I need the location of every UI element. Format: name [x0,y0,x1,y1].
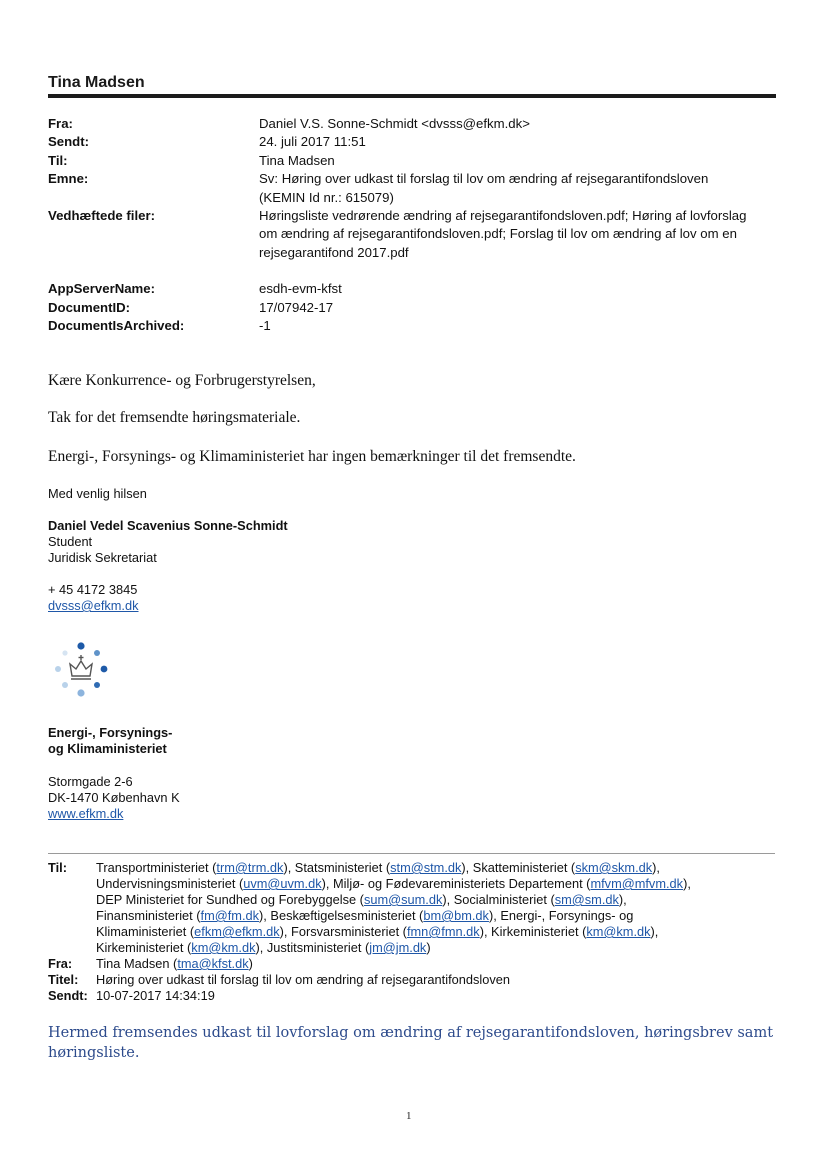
subject-label: Emne: [48,171,89,187]
forwarded-title-value: Høring over udkast til forslag til lov om ændring af rejsegarantifondsloven [96,972,510,987]
header-documentid-row [48,299,788,317]
archived-label: DocumentIsArchived: [48,318,185,334]
organization-line-1: Energi-, Forsynings- [48,725,173,740]
forwarded-from-email-link[interactable]: tma@kfst.dk [177,956,249,971]
signature-block [48,518,288,566]
appserver-value: esdh-evm-kfst [259,281,342,297]
forward-divider [48,853,775,854]
from-value: Daniel V.S. Sonne-Schmidt <dvsss@efkm.dk> [259,116,530,131]
attachments-line-3: rejsegarantifond 2017.pdf [259,244,409,260]
attachments-line-1: Høringsliste vedrørende ændring af rejsegarantifondsloven.pdf; Høring af lovforslag [259,208,747,224]
email-link[interactable]: fmn@fmn.dk [406,924,480,939]
header-appserver-row [48,280,788,298]
header-to-row [48,152,788,170]
documentid-value: 17/07942-17 [259,299,334,315]
body-paragraph-2: Energi-, Forsynings- og Klimaministeriet har ingen bemærkninger til det fremsendte. [48,448,576,465]
email-link[interactable]: sum@sum.dk [363,892,443,907]
forwarded-header [48,860,768,1004]
forwarded-body-line-1: Hermed fremsendes udkast til lovforslag om ændring af rejsegarantifondsloven, høringsbrev samt [48,1025,774,1041]
email-link[interactable]: bm@bm.dk [423,908,489,923]
address-city: DK-1470 København K [48,790,180,805]
forwarded-message-body [48,1023,778,1063]
address-block [48,774,180,822]
email-link[interactable]: km@km.dk [586,924,651,939]
forwarded-title-row [48,972,768,988]
header-subject-row [48,170,788,207]
signature-dept: Juridisk Sekretariat [48,550,157,565]
forwarded-from-label: Fra: [48,956,73,971]
website-link[interactable]: www.efkm.dk [48,806,124,821]
header-sent-row [48,133,788,151]
page-owner-name: Tina Madsen [48,74,145,91]
forwarded-sent-row [48,988,768,1004]
forwarded-to-list: Transportministeriet (trm@trm.dk), Statsministeriet (stm@stm.dk), Skatteministeriet (skm@skm.dk), Undervisningsministeriet (uvm@uvm.dk), Miljø- og Fødevareministeriets Departement (mfvm@mfvm.dk), DEP Ministeriet for Sundhed og Forebyggelse (sum@sum.dk), Socialministeriet (sm@sm.dk), Finansministeriet (fm@fm.dk), Beskæftigelsesministeriet (bm@bm.dk), Energi-, Forsynings- og Klimaministeriet (efkm@efkm.dk), Forsvarsministeriet (fmn@fmn.dk), Kirkeministeriet (km@km.dk), Kirkeministeriet (km@km.dk), Justitsministeriet (jm@jm.dk) [96,860,691,955]
crown-logo-icon [50,638,112,700]
to-label: Til: [48,152,68,168]
forwarded-to-label: Til: [48,860,67,875]
forwarded-from-row: Fra: Tina Madsen (tma@kfst.dk) [48,956,253,971]
email-link[interactable]: km@km.dk [191,940,256,955]
email-link[interactable]: efkm@efkm.dk [194,924,280,939]
forwarded-sent-value: 10-07-2017 14:34:19 [96,988,215,1003]
from-label: Fra: [48,116,73,131]
email-link[interactable]: jm@jm.dk [369,940,427,955]
closing: Med venlig hilsen [48,486,147,501]
greeting: Kære Konkurrence- og Forbrugerstyrelsen, [48,372,316,389]
header-divider [48,94,776,98]
forwarded-sent-label: Sendt: [48,988,88,1003]
forwarded-title-label: Titel: [48,972,79,987]
signature-phone: + 45 4172 3845 [48,582,138,597]
header-from-row [48,115,788,133]
page-number: 1 [406,1110,412,1122]
attachments-label: Vedhæftede filer: [48,208,155,224]
email-link[interactable]: trm@trm.dk [216,860,284,875]
contact-block [48,582,139,614]
signature-name: Daniel Vedel Scavenius Sonne-Schmidt [48,518,288,533]
subject-line-2: (KEMIN Id nr.: 615079) [259,189,394,205]
address-street: Stormgade 2-6 [48,774,133,789]
signature-role: Student [48,534,93,549]
documentid-label: DocumentID: [48,299,131,315]
organization-line-2: og Klimaministeriet [48,741,167,756]
email-link[interactable]: stm@stm.dk [390,860,462,875]
sent-label: Sendt: [48,134,90,150]
email-link[interactable]: sm@sm.dk [554,892,619,907]
header-archived-row [48,317,788,335]
appserver-label: AppServerName: [48,281,156,297]
forwarded-body-line-2: høringsliste. [48,1045,140,1061]
email-link[interactable]: fm@fm.dk [200,908,260,923]
to-value: Tina Madsen [259,152,335,168]
email-link[interactable]: uvm@uvm.dk [243,876,322,891]
header-attachments-row [48,207,788,262]
signature-email-link[interactable]: dvsss@efkm.dk [48,598,139,613]
attachments-line-2: om ændring af rejsegarantifondsloven.pdf; Forslag til lov om ændring af lov om en [259,226,737,242]
email-link[interactable]: mfvm@mfvm.dk [590,876,684,891]
email-header [48,115,788,335]
subject-line-1: Sv: Høring over udkast til forslag til lov om ændring af rejsegarantifondsloven [259,171,709,187]
forwarded-to-row [48,860,768,956]
sent-value: 24. juli 2017 11:51 [259,134,366,150]
organization-name [48,725,172,757]
email-link[interactable]: skm@skm.dk [575,860,653,875]
body-paragraph-1: Tak for det fremsendte høringsmateriale. [48,409,301,426]
archived-value: -1 [259,318,271,334]
